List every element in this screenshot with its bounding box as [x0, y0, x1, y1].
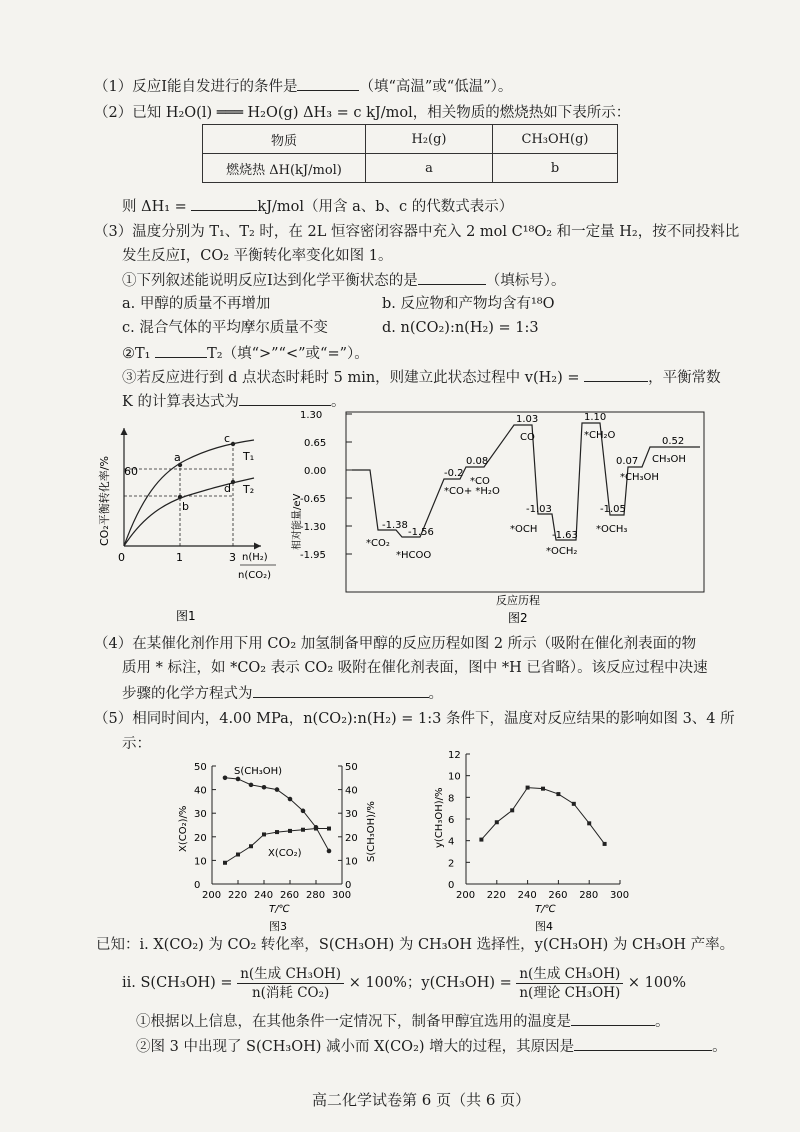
- point-c: [231, 442, 235, 446]
- y-tick: -1.30: [300, 522, 326, 533]
- x-tick-label: 300: [610, 890, 630, 901]
- figure-caption: 图4: [535, 920, 553, 933]
- y-axis-label: y(CH₃OH)/%: [434, 787, 445, 848]
- step-label: *OCH₂: [546, 546, 578, 557]
- x-tick-label: 300: [332, 890, 352, 901]
- label-d: d: [224, 482, 231, 495]
- question-5-line-1: （5）相同时间内，4.00 MPa，n(CO₂):n(H₂) = 1:3 条件下，温度对反应结果的影响如图 3、4 所: [94, 711, 735, 727]
- y-axis-label: 相对能量/eV: [292, 493, 303, 550]
- y-tick-label: 10: [448, 771, 461, 783]
- question-4-line-3: 步骤的化学方程式为 。: [122, 683, 443, 704]
- tick-x0: 0: [118, 551, 125, 564]
- series-line: [481, 788, 604, 844]
- series-label: X(CO₂): [268, 848, 302, 859]
- table-row: [203, 125, 618, 154]
- x-axis-label: 反应历程: [496, 594, 540, 607]
- figure-1-caption: 图1: [176, 609, 196, 623]
- y-tick-label-right: 20: [345, 832, 358, 844]
- point-d: [231, 480, 235, 484]
- data-point: [526, 786, 530, 790]
- figure-2: [290, 404, 720, 628]
- y-tick: 1.30: [300, 410, 323, 421]
- option-d: d. n(CO₂):n(H₂) = 1:3: [382, 320, 539, 336]
- data-point: [327, 827, 331, 831]
- step-value: 1.10: [584, 412, 607, 423]
- y-tick: 0.00: [304, 466, 327, 477]
- question-3-line-2: 发生反应Ⅰ，CO₂ 平衡转化率变化如图 1。: [122, 248, 393, 264]
- question-2: （2）已知 H₂O(l) ═══ H₂O(g) ΔH₃ = c kJ/mol，相关物质的燃烧热如下表所示：: [94, 105, 631, 121]
- x-tick-label: 280: [579, 890, 599, 901]
- answer-blank[interactable]: [571, 1011, 655, 1026]
- table-cell: 燃烧热 ΔH(kJ/mol): [203, 154, 366, 183]
- step-label: *CO: [470, 476, 490, 487]
- question-4-line-2: 质用 * 标注，如 *CO₂ 表示 CO₂ 吸附在催化剂表面，图中 *H 已省略）。该反应过程中决速: [122, 660, 708, 676]
- step-label: *OCH₃: [596, 524, 628, 535]
- step-label: *CH₂O: [584, 430, 616, 441]
- data-point: [236, 777, 241, 782]
- y-axis-label-left: X(CO₂)/%: [178, 805, 189, 852]
- figure-2-caption: 图2: [508, 611, 528, 625]
- step-value: -1.03: [526, 504, 552, 515]
- answer-blank[interactable]: [297, 76, 359, 91]
- y-tick-label: 50: [194, 762, 207, 773]
- y-tick-label: 20: [194, 832, 207, 844]
- x-tick-label: 260: [280, 890, 300, 901]
- data-point: [223, 861, 227, 865]
- question-3-sub-3: ③若反应进行到 d 点状态时耗时 5 min，则建立此状态过程中 v(H₂) = ，平衡常数: [122, 367, 721, 388]
- step-value: 0.52: [662, 436, 685, 447]
- data-point: [223, 776, 228, 781]
- x-tick-label: 280: [306, 890, 326, 901]
- question-3-line-1: （3）温度分别为 T₁、T₂ 时，在 2L 恒容密闭容器中充入 2 mol C¹⁸O₂ 和一定量 H₂，按不同投料比: [94, 224, 740, 240]
- label-b: b: [182, 500, 189, 513]
- label-t2: T₂: [243, 483, 255, 496]
- answer-blank[interactable]: [418, 270, 486, 285]
- y-tick-label: 0: [194, 880, 201, 891]
- data-point: [587, 821, 591, 825]
- step-label: *CO+ *H₂O: [444, 486, 500, 497]
- label-t1: T₁: [243, 450, 255, 463]
- question-2-answer: 则 ΔH₁ = kJ/mol（用含 a、b、c 的代数式表示）: [122, 196, 513, 217]
- option-a: a. 甲醇的质量不再增加: [122, 296, 271, 312]
- y-tick-label-right: 10: [345, 856, 358, 868]
- data-point: [301, 809, 306, 814]
- step-label: *CO₂: [366, 538, 390, 549]
- curve-t2: [124, 478, 254, 546]
- x-axis-label: T/℃: [269, 904, 290, 915]
- x-tick-label: 220: [486, 890, 506, 901]
- data-point: [262, 785, 267, 790]
- y-tick-label: 4: [448, 836, 455, 848]
- y-tick-label: 10: [194, 856, 207, 868]
- step-value: -1.38: [382, 520, 408, 531]
- step-value: 0.07: [616, 456, 639, 467]
- step-value: -1.05: [600, 504, 626, 515]
- y-tick-label: 6: [448, 815, 455, 826]
- data-point: [249, 783, 254, 788]
- option-c: c. 混合气体的平均摩尔质量不变: [122, 320, 328, 336]
- step-value: 1.03: [516, 414, 539, 425]
- tick-x3: 3: [229, 551, 236, 564]
- y-tick-label: 0: [448, 880, 455, 891]
- y-tick-label-right: 40: [345, 785, 358, 797]
- data-point: [479, 838, 483, 842]
- step-label: *OCH: [510, 524, 538, 535]
- x-tick-label: 200: [202, 890, 222, 901]
- fraction-selectivity: $\frac{\text{n(生成 CH₃OH)}}{\text{n(消耗 CO₂)}}$: [237, 965, 344, 1002]
- data-point: [288, 797, 293, 802]
- label-c: c: [224, 432, 231, 445]
- data-point: [510, 808, 514, 812]
- x-tick-label: 260: [548, 890, 568, 901]
- answer-blank[interactable]: [191, 196, 257, 211]
- table-header-cell: H₂(g): [366, 125, 493, 154]
- step-value: -1.63: [552, 530, 578, 541]
- data-point: [236, 853, 240, 857]
- table-cell: a: [366, 154, 493, 183]
- data-point: [541, 787, 545, 791]
- question-5-sub-2: ②图 3 中出现了 S(CH₃OH) 减小而 X(CO₂) 增大的过程，其原因是 。: [136, 1036, 727, 1057]
- x-label-numerator: n(H₂): [242, 552, 268, 563]
- y-axis-label: CO₂平衡转化率/%: [98, 456, 111, 546]
- y-tick-label-right: 30: [345, 809, 358, 821]
- question-1: （1）反应Ⅰ能自发进行的条件是 （填“高温”或“低温”）。: [94, 76, 512, 97]
- step-label: *CH₃OH: [620, 472, 659, 483]
- y-tick: 0.65: [304, 438, 327, 449]
- data-point: [275, 830, 279, 834]
- step-label: CO: [520, 432, 535, 443]
- y-tick-label: 40: [194, 785, 207, 797]
- known-ii: ⅱ. S(CH₃OH) = $\frac{\text{n(生成 CH₃OH)}}{\text{n(消耗 CO₂)}}$ × 100%；y(CH₃OH) = $\frac{\text{n(生成 CH₃OH)}}{\text{n(理论 CH₃OH)}}$ × 100%: [122, 965, 687, 1001]
- fraction-yield: $\frac{\text{n(生成 CH₃OH)}}{\text{n(理论 CH₃OH)}}$: [516, 965, 623, 1002]
- y-tick-label-right: 50: [345, 762, 358, 773]
- y-tick-label: 12: [448, 750, 461, 761]
- figure-caption: 图3: [269, 920, 287, 933]
- series-label: S(CH₃OH): [234, 766, 283, 777]
- y-tick-label: 8: [448, 793, 455, 805]
- figure-1: [96, 420, 276, 630]
- data-point: [603, 842, 607, 846]
- table-row: [203, 154, 618, 183]
- figure-3: [172, 752, 382, 934]
- known-i: 已知：ⅰ. X(CO₂) 为 CO₂ 转化率，S(CH₃OH) 为 CH₃OH 选择性，y(CH₃OH) 为 CH₃OH 产率。: [96, 937, 735, 953]
- data-point: [327, 849, 332, 854]
- data-point: [262, 832, 266, 836]
- x-tick-label: 200: [456, 890, 476, 901]
- combustion-heat-table: [202, 124, 618, 183]
- step-value: -0.2: [444, 468, 464, 479]
- table-cell: b: [493, 154, 618, 183]
- figure-4: [430, 744, 640, 934]
- page-footer: 高二化学试卷第 6 页（共 6 页）: [312, 1091, 531, 1109]
- answer-blank[interactable]: [155, 343, 207, 358]
- answer-blank[interactable]: [253, 683, 429, 698]
- table-header-cell: 物质: [203, 125, 366, 154]
- curve-t1: [124, 440, 254, 546]
- data-point: [556, 792, 560, 796]
- table-header-cell: CH₃OH(g): [493, 125, 618, 154]
- data-point: [301, 828, 305, 832]
- x-tick-label: 240: [517, 890, 537, 901]
- step-value: 0.08: [466, 456, 489, 467]
- point-b: [178, 495, 182, 499]
- question-3-sub-3-cont: K 的计算表达式为 。: [122, 391, 345, 412]
- question-3-sub-2: ②T₁ T₂（填“>”“<”或“=”）。: [122, 343, 369, 364]
- y-tick: -1.95: [300, 550, 326, 561]
- data-point: [495, 820, 499, 824]
- answer-blank[interactable]: [574, 1036, 712, 1051]
- y-axis-label-right: S(CH₃OH)/%: [366, 801, 377, 862]
- data-point: [288, 829, 292, 833]
- data-point: [249, 844, 253, 848]
- step-value: -1.56: [408, 527, 434, 538]
- data-point: [572, 802, 576, 806]
- question-5-line-2: 示：: [122, 736, 151, 752]
- question-5-sub-1: ①根据以上信息，在其他条件一定情况下，制备甲醇宜选用的温度是 。: [136, 1011, 670, 1032]
- x-label-denominator: n(CO₂): [238, 570, 272, 581]
- figure-3-plot: [178, 762, 377, 933]
- question-3-sub-1: ①下列叙述能说明反应Ⅰ达到化学平衡状态的是 （填标号）。: [122, 270, 565, 291]
- step-label: CH₃OH: [652, 454, 686, 465]
- y-tick-label-right: 0: [345, 880, 352, 891]
- label-a: a: [174, 451, 181, 464]
- tick-x1: 1: [176, 551, 183, 564]
- figure-4-plot: [434, 750, 629, 933]
- answer-blank[interactable]: [584, 367, 648, 382]
- question-4-line-1: （4）在某催化剂作用下用 CO₂ 加氢制备甲醇的反应历程如图 2 所示（吸附在催化剂表面的物: [94, 636, 697, 652]
- data-point: [275, 787, 280, 792]
- x-axis-label: T/℃: [535, 904, 556, 915]
- data-point: [314, 827, 318, 831]
- tick-60: 60: [124, 465, 138, 478]
- y-tick: -0.65: [300, 494, 326, 505]
- option-b: b. 反应物和产物均含有¹⁸O: [382, 296, 555, 312]
- y-tick-label: 30: [194, 809, 207, 821]
- step-label: *HCOO: [396, 550, 432, 561]
- x-tick-label: 240: [254, 890, 274, 901]
- x-tick-label: 220: [228, 890, 248, 901]
- y-tick-label: 2: [448, 858, 455, 870]
